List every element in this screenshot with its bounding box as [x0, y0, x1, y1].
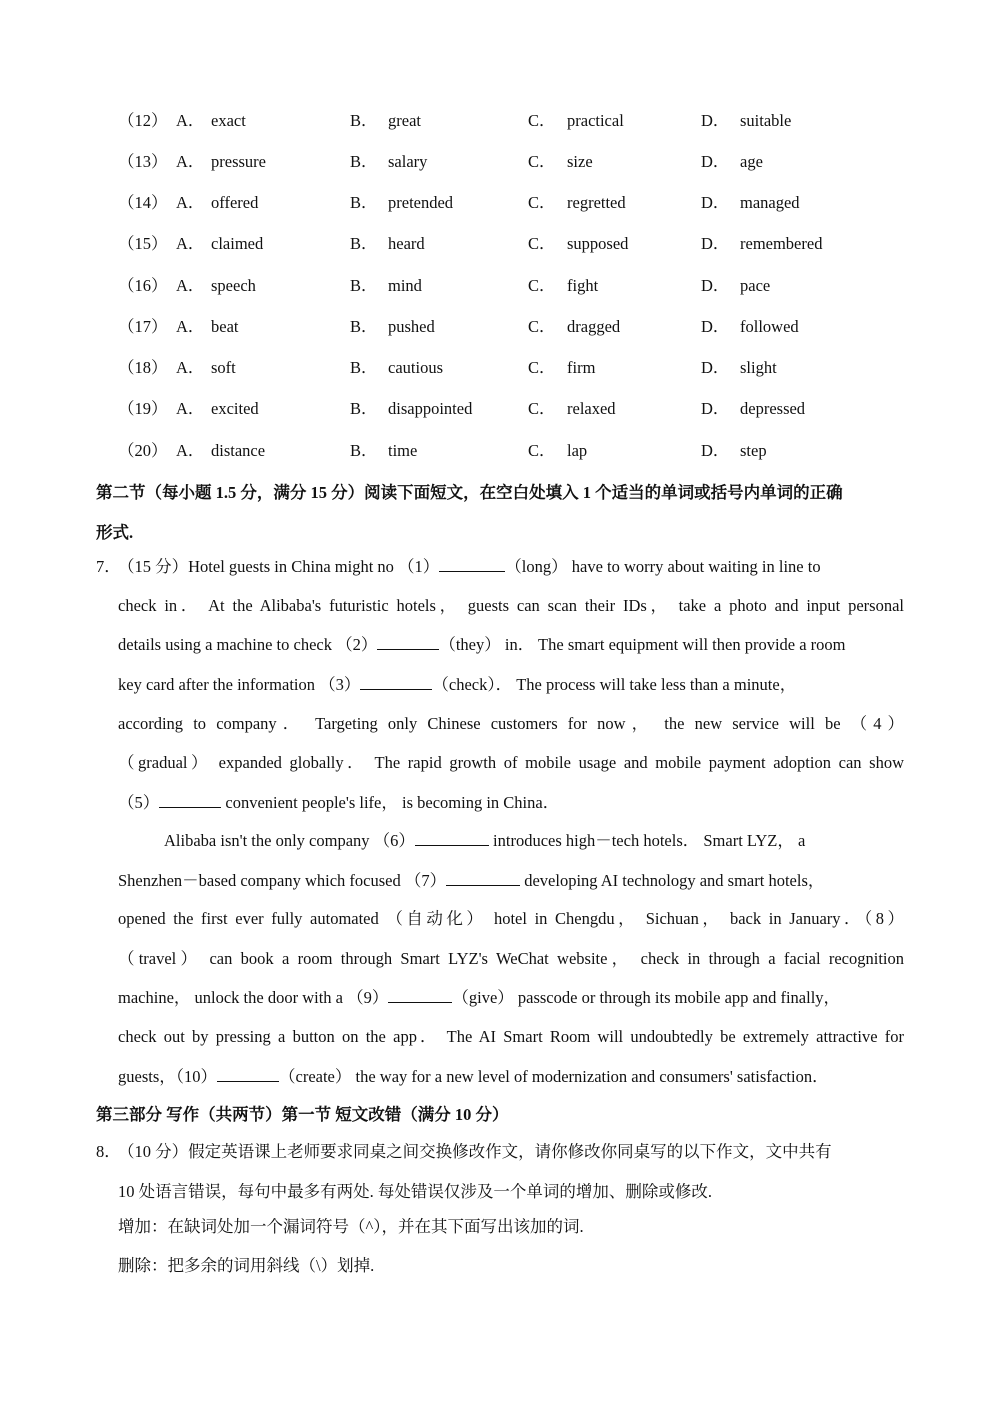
q7-line-1 [118, 554, 904, 580]
q7-line-3-part-b: （they） in． The smart equipment will then provide a room [439, 635, 846, 654]
q7-line-14-part-b: （create） the way for a new level of modernization and consumers' satisfaction． [279, 1067, 829, 1086]
option-c-text: lap [567, 441, 588, 460]
option-a-text: exact [211, 111, 246, 130]
option-c-label: C． [528, 111, 556, 130]
q7-line-12 [118, 985, 840, 1011]
question-8-number: 8． [96, 1142, 121, 1161]
option-a-text: claimed [211, 234, 264, 253]
option-d-label: D． [701, 234, 730, 253]
option-d-text: age [740, 152, 763, 171]
option-d-label: D． [701, 276, 730, 295]
option-d-text: suitable [740, 111, 792, 130]
option-c-label: C． [528, 358, 556, 377]
option-b-text: salary [388, 152, 428, 171]
question-number: （14） [118, 193, 168, 212]
option-c-label: C． [528, 234, 556, 253]
option-a-label: A． [176, 111, 205, 130]
question-number: （19） [118, 399, 168, 418]
q8-line-4: 删除：把多余的词用斜线（\）划掉. [118, 1256, 375, 1275]
option-c-text: relaxed [567, 399, 616, 418]
option-d-text: depressed [740, 399, 806, 418]
option-d-label: D． [701, 152, 730, 171]
q7-line-2: check in． At the Alibaba's futuristic hotels， guests can scan their IDs， take a photo and input personal [118, 596, 904, 615]
option-a-text: offered [211, 193, 259, 212]
q7-line-8 [164, 828, 805, 854]
blank-6 [415, 831, 489, 846]
option-c-label: C． [528, 399, 556, 418]
option-c-text: supposed [567, 234, 629, 253]
blank-3 [360, 675, 432, 690]
question-number: （16） [118, 276, 168, 295]
option-c-text: fight [567, 276, 599, 295]
q7-line-8-part-b: introduces high－tech hotels． Smart LYZ， a [493, 831, 806, 850]
option-d-label: D． [701, 399, 730, 418]
option-c-text: size [567, 152, 593, 171]
q8-line-1: （10 分）假定英语课上老师要求同桌之间交换修改作文，请你修改你同桌写的以下作文，文中共有 [118, 1142, 832, 1161]
option-a-text: soft [211, 358, 236, 377]
blank-9 [388, 988, 452, 1003]
option-d-text: remembered [740, 234, 823, 253]
q7-line-3-part-a: details using a machine to check （2） [118, 635, 378, 654]
option-c-label: C． [528, 193, 556, 212]
option-a-label: A． [176, 193, 205, 212]
option-row-20 [0, 439, 1000, 463]
q8-line-2: 10 处语言错误，每句中最多有两处. 每处错误仅涉及一个单词的增加、删除或修改. [118, 1182, 712, 1201]
section-2-heading-line2: 形式. [96, 523, 134, 542]
option-a-label: A． [176, 399, 205, 418]
option-d-text: step [740, 441, 767, 460]
blank-5 [159, 793, 221, 808]
blank-10 [217, 1067, 279, 1082]
option-c-text: firm [567, 358, 596, 377]
option-b-label: B． [350, 193, 378, 212]
option-b-label: B． [350, 152, 378, 171]
option-row-19 [0, 397, 1000, 421]
q7-line-3 [118, 632, 846, 658]
option-b-label: B． [350, 441, 378, 460]
option-a-label: A． [176, 317, 205, 336]
q7-line-10: opened the first ever fully automated （自动化） hotel in Chengdu， Sichuan， back in January．（8） [118, 909, 904, 928]
option-a-text: speech [211, 276, 256, 295]
option-b-label: B． [350, 358, 378, 377]
question-number: （13） [118, 152, 168, 171]
option-b-text: great [388, 111, 421, 130]
blank-2 [377, 635, 439, 650]
option-c-text: practical [567, 111, 624, 130]
q7-line-12-part-b: （give） passcode or through its mobile app and finally， [452, 988, 841, 1007]
question-number: （17） [118, 317, 168, 336]
question-7-number: 7． [96, 557, 121, 576]
option-b-label: B． [350, 276, 378, 295]
part-3-heading: 第三部分 写作（共两节）第一节 短文改错（满分 10 分） [96, 1105, 509, 1124]
option-b-text: cautious [388, 358, 443, 377]
option-row-15 [0, 232, 1000, 256]
option-b-label: B． [350, 111, 378, 130]
q7-line-5: according to company． Targeting only Chinese customers for now， the new service will be （4） [118, 714, 904, 733]
option-row-16 [0, 274, 1000, 298]
question-number: （20） [118, 441, 168, 460]
option-b-label: B． [350, 234, 378, 253]
option-row-13 [0, 150, 1000, 174]
option-d-text: managed [740, 193, 800, 212]
option-row-14 [0, 191, 1000, 215]
q7-line-7-part-a: （5） [118, 793, 160, 812]
q8-line-3: 增加：在缺词处加一个漏词符号（^），并在其下面写出该加的词. [118, 1217, 584, 1236]
option-c-label: C． [528, 276, 556, 295]
q7-line-4-part-a: key card after the information （3） [118, 675, 361, 694]
option-a-label: A． [176, 276, 205, 295]
q7-line-9-part-b: developing AI technology and smart hotels， [524, 871, 825, 890]
option-c-label: C． [528, 441, 556, 460]
option-b-label: B． [350, 399, 378, 418]
option-a-label: A． [176, 358, 205, 377]
option-c-label: C． [528, 317, 556, 336]
option-c-label: C． [528, 152, 556, 171]
option-row-12 [0, 109, 1000, 133]
option-a-text: distance [211, 441, 266, 460]
q7-line-13: check out by pressing a button on the app． The AI Smart Room will undoubtedly be extremely attractive for [118, 1027, 904, 1046]
blank-7 [446, 871, 520, 886]
option-a-label: A． [176, 152, 205, 171]
option-d-text: followed [740, 317, 799, 336]
q7-line-4-part-b: （check）． The process will take less than a minute， [432, 675, 797, 694]
q7-line-9 [118, 868, 824, 894]
option-c-text: regretted [567, 193, 626, 212]
question-number: （12） [118, 111, 168, 130]
option-d-label: D． [701, 193, 730, 212]
option-b-text: pushed [388, 317, 435, 336]
question-number: （15） [118, 234, 168, 253]
q7-line-4 [118, 672, 796, 698]
option-b-label: B． [350, 317, 378, 336]
q7-line-1-part-a: （15 分）Hotel guests in China might no （1） [118, 557, 440, 576]
option-d-label: D． [701, 358, 730, 377]
q7-line-12-part-a: machine， unlock the door with a （9） [118, 988, 389, 1007]
q7-line-1-part-b: （long） have to worry about waiting in line to [505, 557, 821, 576]
option-d-text: slight [740, 358, 777, 377]
q7-line-14-part-a: guests，（10） [118, 1067, 217, 1086]
q7-line-7-part-b: convenient people's life， is becoming in China． [225, 793, 560, 812]
option-a-label: A． [176, 234, 205, 253]
blank-1 [439, 557, 505, 572]
option-d-text: pace [740, 276, 771, 295]
q7-line-14 [118, 1064, 829, 1090]
option-row-17 [0, 315, 1000, 339]
option-d-label: D． [701, 441, 730, 460]
q7-line-6: （gradual） expanded globally． The rapid growth of mobile usage and mobile payment adoption can show [118, 753, 904, 772]
q7-line-11: （travel） can book a room through Smart LYZ's WeChat website， check in through a facial recognition [118, 949, 904, 968]
option-a-label: A． [176, 441, 205, 460]
option-a-text: excited [211, 399, 259, 418]
option-a-text: beat [211, 317, 239, 336]
option-d-label: D． [701, 317, 730, 336]
q7-line-7 [118, 790, 559, 816]
option-b-text: disappointed [388, 399, 473, 418]
q7-line-8-part-a: Alibaba isn't the only company （6） [164, 831, 415, 850]
option-c-text: dragged [567, 317, 621, 336]
option-b-text: pretended [388, 193, 454, 212]
option-b-text: time [388, 441, 418, 460]
question-number: （18） [118, 358, 168, 377]
option-a-text: pressure [211, 152, 266, 171]
option-b-text: mind [388, 276, 422, 295]
option-row-18 [0, 356, 1000, 380]
q7-line-9-part-a: Shenzhen－based company which focused （7） [118, 871, 447, 890]
option-d-label: D． [701, 111, 730, 130]
section-2-heading-line1: 第二节（每小题 1.5 分，满分 15 分）阅读下面短文，在空白处填入 1 个适当的单词或括号内单词的正确 [96, 483, 843, 502]
option-b-text: heard [388, 234, 425, 253]
